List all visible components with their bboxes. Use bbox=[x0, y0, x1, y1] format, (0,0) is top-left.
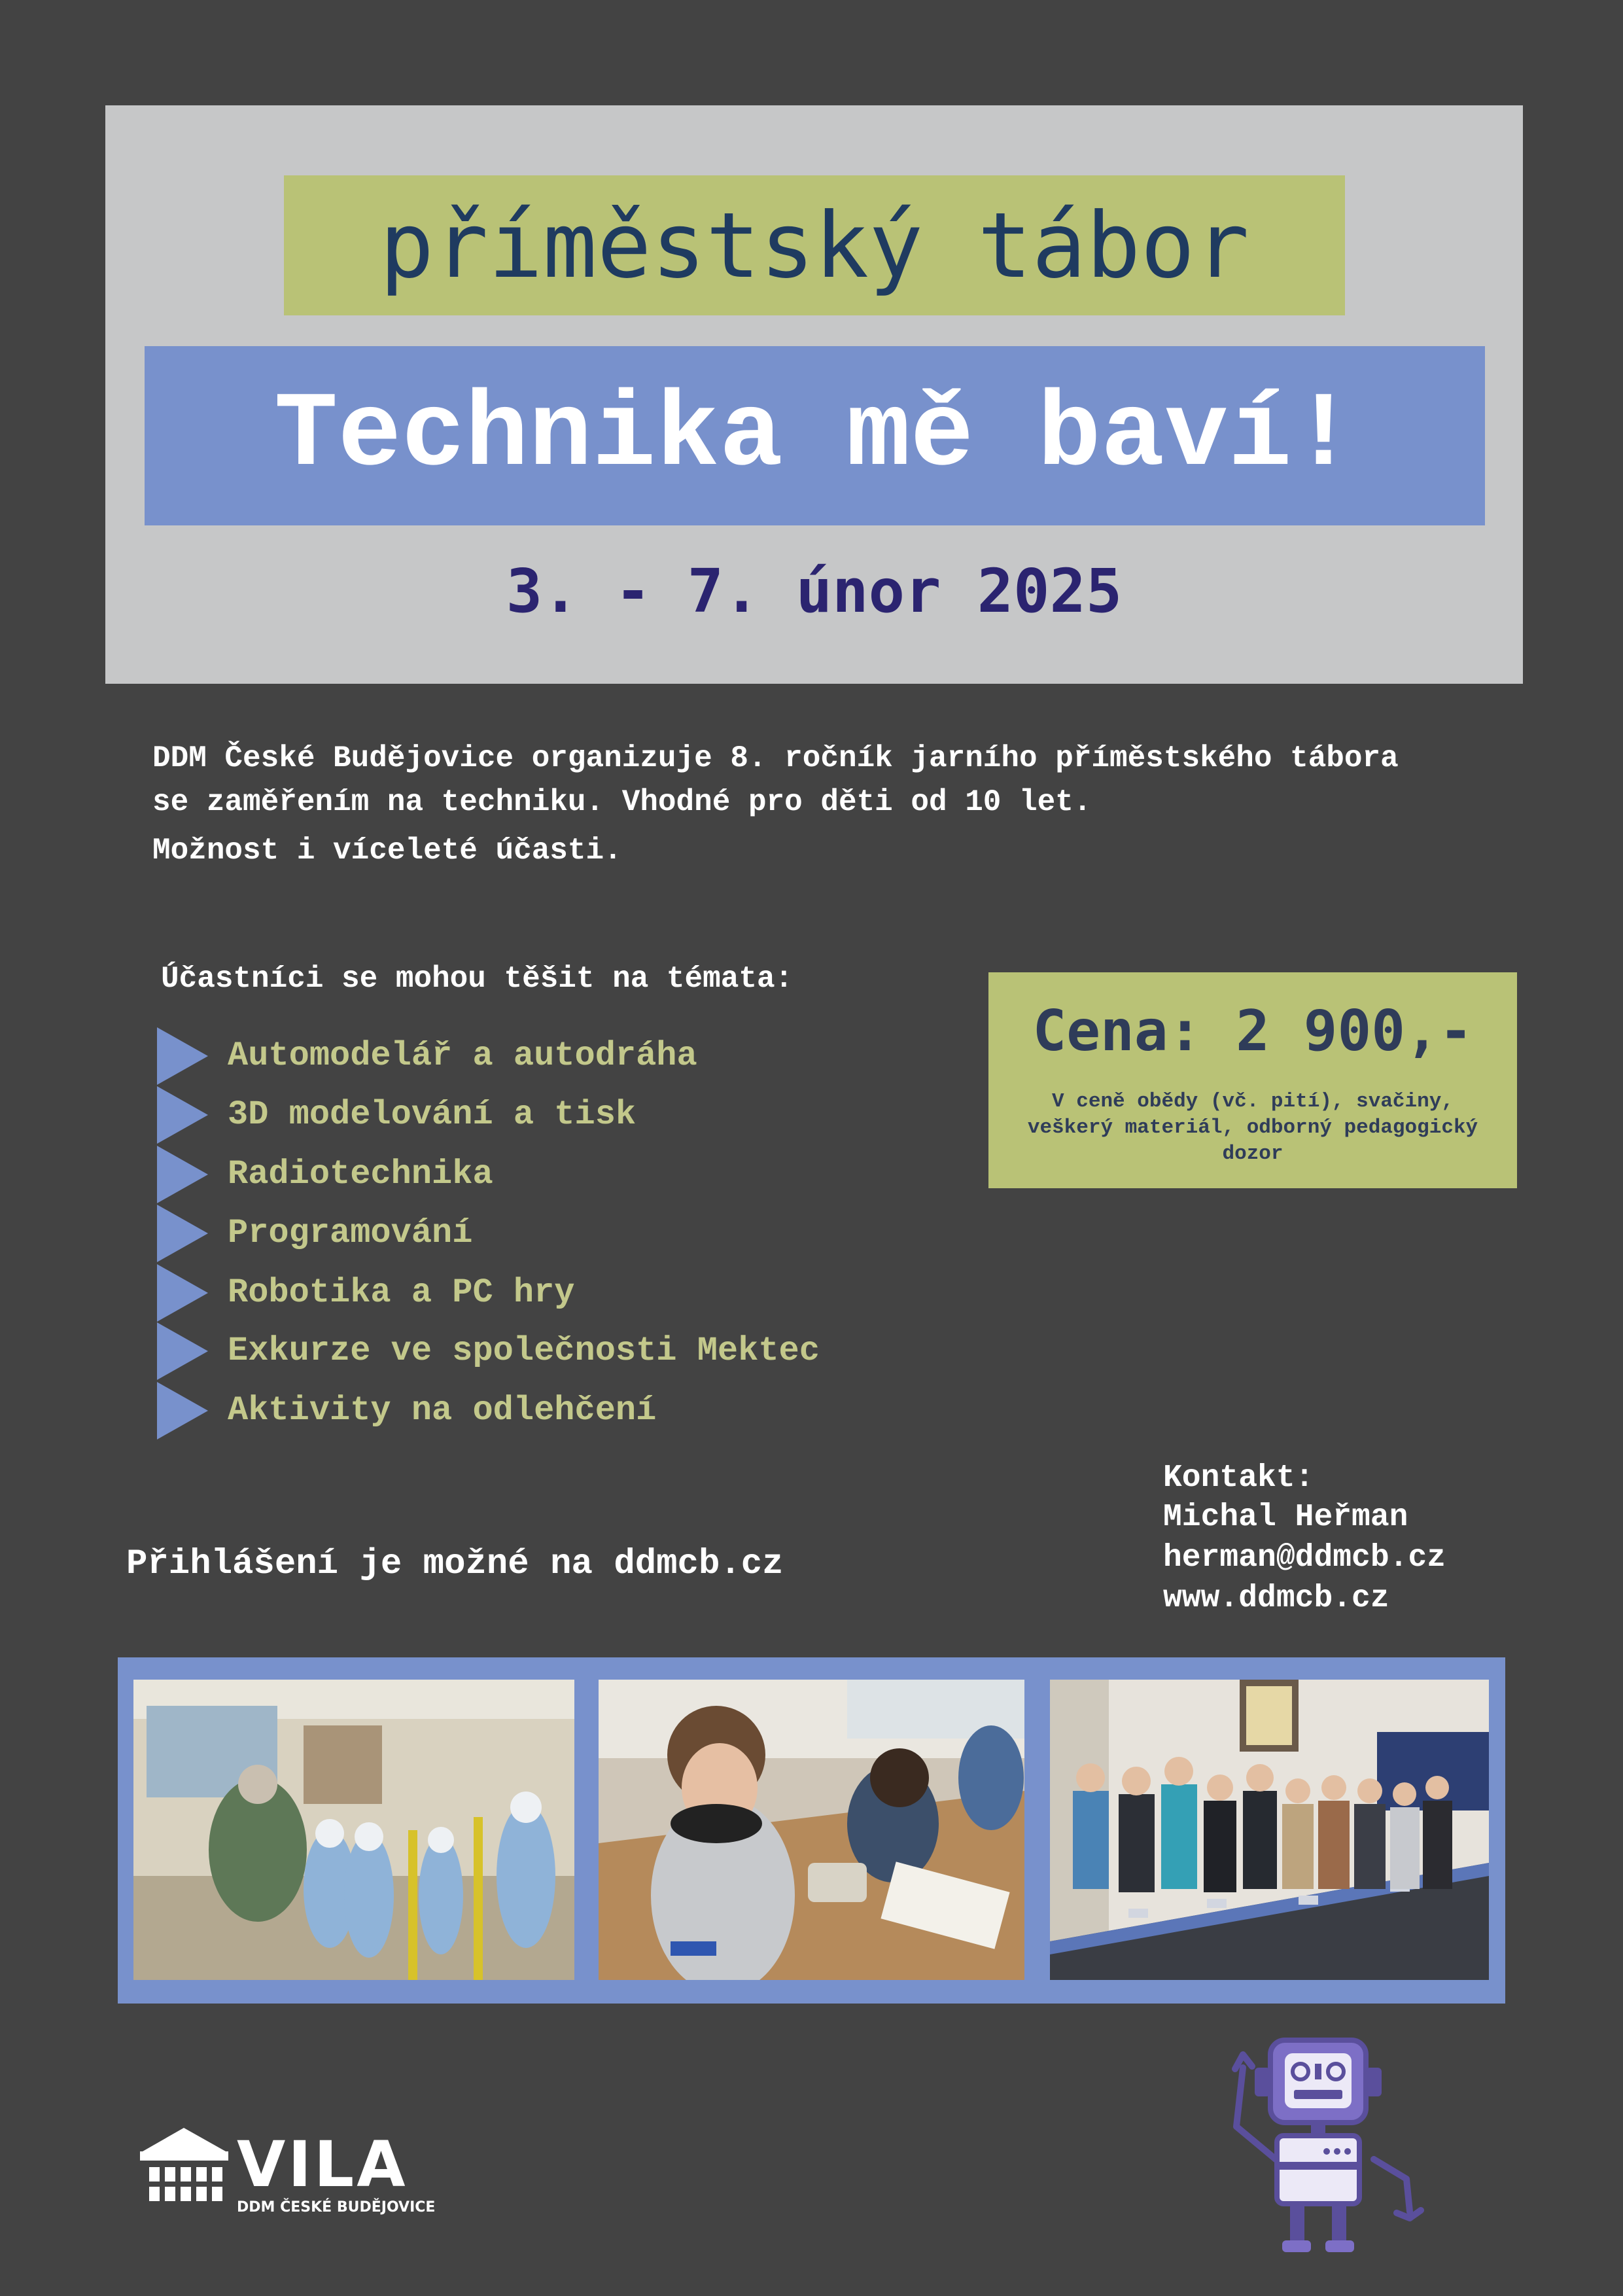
contact-email[interactable]: herman@ddmcb.cz bbox=[1163, 1540, 1446, 1576]
topics-heading: Účastníci se mohou těšit na témata: bbox=[161, 962, 794, 996]
date-text: 3. - 7. únor 2025 bbox=[506, 556, 1123, 626]
price-note: V ceně obědy (vč. pití), svačiny, veškerý materiál, odborný pedagogický dozor bbox=[1027, 1090, 1478, 1165]
robot-icon bbox=[1217, 2028, 1426, 2264]
topic-label: 3D modelování a tisk bbox=[228, 1095, 637, 1134]
topic-label: Automodelář a autodráha bbox=[228, 1036, 697, 1075]
topic-label: Programování bbox=[228, 1214, 473, 1252]
topic-label: Robotika a PC hry bbox=[228, 1273, 575, 1312]
signup-text: Přihlášení je možné na ddmcb.cz bbox=[126, 1544, 784, 1584]
subtitle-banner bbox=[284, 175, 1345, 315]
intro-line-3: Možnost i víceleté účasti. bbox=[152, 834, 622, 868]
triangle-bullet-icon bbox=[157, 1027, 208, 1085]
triangle-bullet-icon bbox=[157, 1382, 208, 1439]
topic-label: Aktivity na odlehčení bbox=[228, 1391, 657, 1430]
price-box bbox=[988, 972, 1517, 1188]
vila-building-icon bbox=[140, 2125, 228, 2217]
logo-name: VILA bbox=[237, 2128, 408, 2201]
triangle-bullet-icon bbox=[157, 1264, 208, 1322]
contact-heading: Kontakt: bbox=[1163, 1460, 1314, 1496]
page-title: Technika mě baví! bbox=[274, 376, 1355, 496]
triangle-bullet-icon bbox=[157, 1322, 208, 1380]
vila-logo bbox=[140, 2125, 436, 2223]
title-banner bbox=[145, 346, 1485, 525]
contact-web[interactable]: www.ddmcb.cz bbox=[1163, 1581, 1389, 1616]
photo-factory-visit bbox=[133, 1680, 574, 1980]
intro-line-2: se zaměřením na techniku. Vhodné pro děti od 10 let. bbox=[152, 785, 1092, 819]
photo-slot-car-track bbox=[1050, 1680, 1489, 1980]
topic-label: Exkurze ve společnosti Mektec bbox=[228, 1332, 820, 1370]
photo-soldering-workshop bbox=[599, 1680, 1024, 1980]
logo-subtitle: DDM ČESKÉ BUDĚJOVICE bbox=[237, 2199, 436, 2216]
triangle-bullet-icon bbox=[157, 1146, 208, 1203]
price-label: Cena: 2 900,- bbox=[1032, 998, 1473, 1064]
triangle-bullet-icon bbox=[157, 1205, 208, 1262]
topic-label: Radiotechnika bbox=[228, 1155, 493, 1193]
contact-name: Michal Heřman bbox=[1163, 1500, 1408, 1535]
intro-line-1: DDM České Budějovice organizuje 8. ročník jarního příměstského tábora bbox=[152, 741, 1399, 775]
date-range bbox=[105, 556, 1523, 635]
triangle-bullet-icon bbox=[157, 1086, 208, 1144]
subtitle: příměstský tábor bbox=[379, 192, 1249, 298]
